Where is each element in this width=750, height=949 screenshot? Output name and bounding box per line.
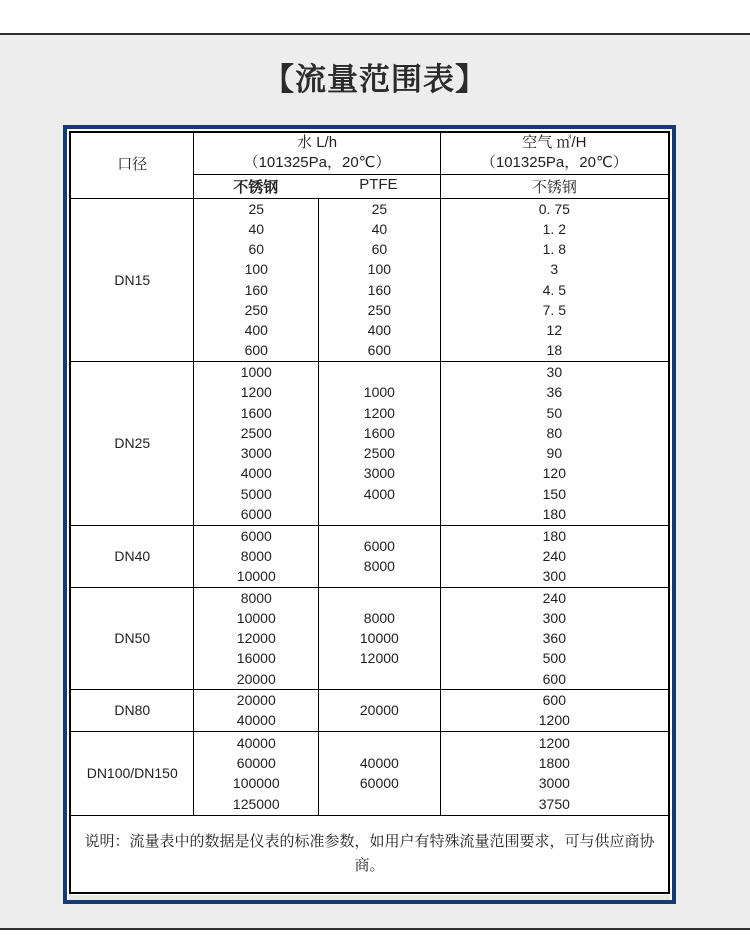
diameter-cell: DN50 [70, 587, 194, 689]
value-line: 1. 8 [542, 241, 566, 257]
value-line: 240 [542, 547, 566, 564]
value-line: 120 [542, 465, 566, 482]
value-line: 25 [248, 200, 265, 217]
value-line: 3000 [363, 465, 395, 482]
value-line: 4. 5 [542, 281, 566, 298]
value-line: 1600 [363, 424, 395, 441]
header-water-stainless: 不锈钢 [233, 178, 279, 196]
header-air-stainless: 不锈钢 [440, 174, 669, 198]
header-air [440, 132, 669, 174]
value-line: 60000 [359, 775, 399, 792]
header-diameter: 口径 [70, 132, 194, 198]
air-stainless-values [441, 733, 668, 814]
value-line: 6000 [240, 527, 272, 544]
water-ptfe-values [319, 536, 440, 577]
value-line: 60 [248, 241, 265, 257]
value-line: 50 [546, 404, 563, 421]
table-row-dn80 [70, 689, 669, 731]
value-line: 8000 [363, 609, 395, 626]
value-line: 5000 [240, 485, 272, 502]
table-row-dn40 [70, 525, 669, 587]
value-line: 600 [542, 670, 566, 687]
value-line: 400 [367, 322, 392, 338]
value-line: 40 [371, 220, 388, 237]
air-stainless-values [441, 362, 668, 524]
value-line: 1800 [538, 755, 570, 771]
value-line: 160 [367, 281, 392, 298]
value-line: 80 [546, 424, 563, 441]
value-line: 125000 [232, 795, 280, 812]
value-line: 1000 [363, 384, 395, 401]
table-row-dn50 [70, 587, 669, 689]
note-text: 说明：流量表中的数据是仪表的标准参数，如用户有特殊流量范围要求，可与供应商协商。 [70, 815, 669, 893]
value-line: 10000 [236, 568, 276, 585]
value-line: 40000 [236, 734, 276, 751]
value-line: 20000 [236, 692, 276, 708]
value-line: 400 [244, 322, 268, 338]
value-line: 4000 [363, 485, 395, 502]
value-line: 40000 [359, 755, 399, 771]
value-line: 150 [542, 485, 566, 502]
value-line: 60000 [236, 755, 276, 771]
value-line: 300 [542, 609, 566, 626]
water-stainless-values [194, 199, 318, 361]
value-line: 4000 [240, 465, 272, 482]
value-line: 500 [542, 650, 566, 667]
value-line: 180 [542, 527, 566, 544]
value-line: 40000 [236, 712, 276, 729]
flow-range-table [69, 131, 670, 894]
header-air-condition: （101325Pa，20℃） [480, 154, 628, 172]
value-line: 2500 [240, 424, 272, 441]
value-line: 100 [244, 261, 268, 278]
diameter-cell: DN40 [70, 525, 194, 587]
value-line: 20000 [359, 702, 399, 719]
value-line: 600 [244, 342, 268, 359]
value-line: 8000 [240, 589, 272, 606]
value-line: 6000 [240, 505, 272, 522]
value-line: 8000 [363, 558, 395, 574]
water-ptfe-values [319, 608, 440, 669]
value-line: 12 [546, 322, 563, 338]
value-line: 250 [244, 301, 268, 318]
note-row [70, 815, 669, 893]
value-line: 18 [546, 342, 563, 359]
water-stainless-values [194, 362, 318, 524]
value-line: 160 [244, 281, 268, 298]
water-ptfe-values [319, 382, 440, 504]
value-line: 300 [542, 568, 566, 585]
table-row-dn15 [70, 198, 669, 361]
bottom-divider [0, 928, 750, 930]
water-stainless-values [194, 588, 318, 689]
value-line: 100 [367, 261, 392, 278]
header-water [194, 132, 440, 174]
air-stainless-values [441, 690, 668, 731]
water-stainless-values [194, 690, 318, 731]
page-title: 【流量范围表】 [263, 62, 487, 97]
value-line: 3000 [240, 445, 272, 461]
value-line: 100000 [232, 775, 280, 792]
value-line: 240 [542, 589, 566, 606]
value-line: 1200 [538, 734, 570, 751]
value-line: 1. 2 [542, 220, 566, 237]
spec-section [0, 35, 750, 928]
value-line: 16000 [236, 650, 276, 667]
value-line: 10000 [236, 609, 276, 626]
header-water-condition: （101325Pa，20℃） [243, 154, 391, 172]
water-stainless-values [194, 733, 318, 814]
table-row-dn25 [70, 361, 669, 525]
air-stainless-values [441, 199, 668, 361]
frame-bottom-strip [69, 895, 670, 900]
value-line: 2500 [363, 445, 395, 461]
table-row-dn100-dn150 [70, 731, 669, 815]
value-line: 600 [367, 342, 392, 359]
value-line: 20000 [236, 670, 276, 687]
value-line: 25 [371, 200, 388, 217]
header-water-ptfe: PTFE [359, 175, 398, 193]
value-line: 90 [546, 445, 563, 461]
value-line: 12000 [236, 630, 276, 646]
value-line: 12000 [359, 650, 399, 667]
header-air-title: 空气 ㎥/H [522, 134, 587, 152]
diameter-cell: DN80 [70, 689, 194, 731]
value-line: 3750 [538, 795, 570, 812]
air-stainless-values [441, 588, 668, 689]
value-line: 30 [546, 364, 563, 380]
diameter-cell: DN15 [70, 198, 194, 361]
diameter-cell: DN100/DN150 [70, 731, 194, 815]
water-ptfe-values [319, 753, 440, 794]
value-line: 3000 [538, 775, 570, 792]
water-ptfe-values [319, 199, 440, 361]
value-line: 7. 5 [542, 301, 566, 318]
value-line: 40 [248, 220, 265, 237]
value-line: 10000 [359, 630, 399, 646]
value-line: 1200 [538, 712, 570, 729]
air-stainless-values [441, 526, 668, 587]
value-line: 60 [371, 241, 388, 257]
water-stainless-values [194, 526, 318, 587]
flow-table-frame [63, 125, 676, 904]
value-line: 6000 [363, 537, 395, 554]
value-line: 3 [550, 261, 559, 278]
value-line: 36 [546, 384, 563, 401]
value-line: 180 [542, 505, 566, 522]
header-water-materials [194, 174, 440, 198]
header-row-units [70, 132, 669, 174]
value-line: 250 [367, 301, 392, 318]
value-line: 0. 75 [538, 200, 570, 217]
diameter-cell: DN25 [70, 361, 194, 525]
value-line: 360 [542, 630, 566, 646]
value-line: 1200 [363, 404, 395, 421]
water-ptfe-values [319, 700, 440, 720]
value-line: 1600 [240, 404, 272, 421]
value-line: 8000 [240, 547, 272, 564]
value-line: 1000 [240, 364, 272, 380]
value-line: 1200 [240, 384, 272, 401]
header-water-title: 水 L/h [297, 134, 338, 152]
value-line: 600 [542, 692, 566, 708]
